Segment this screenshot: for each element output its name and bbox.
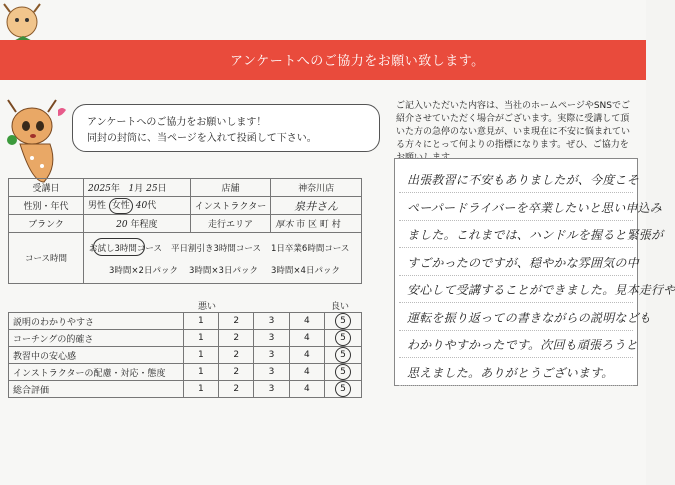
rating-cell [289,381,324,398]
female-option-selected: 女性 [109,198,133,214]
instructor-value: 泉井さん [271,197,362,215]
comment-line [399,328,638,358]
comment-text: 思えました。ありがとうございます。 [407,365,614,380]
comment-line [399,163,639,193]
comment-text: わかりやすかったです。次回も頑張ろうと [407,338,638,352]
rating-cell [183,313,218,330]
rating-cell [219,330,254,347]
rating-number: 2 [233,333,240,343]
rating-cell [183,330,218,347]
comment-text: 出張教習に不安もありましたが、今度こそ [407,173,639,187]
date-field [84,179,191,197]
store-value: 神奈川店 [271,179,362,197]
rating-selected-circle: 5 [335,381,351,397]
year-unit: 年 [110,184,120,194]
rating-cell [219,364,254,381]
day-value: 25 [146,184,158,194]
blank-field [84,215,191,233]
rating-row [9,330,362,347]
rating-cell [289,347,324,364]
rating-cell [254,364,289,381]
rating-question: 総合評価 [9,381,184,398]
area-units: 市 区 町 村 [296,220,341,230]
rating-question: コーチングの的確さ [9,330,184,347]
year-value: 2025 [88,184,111,194]
rating-number: 2 [233,316,240,326]
rating-cell [254,330,289,347]
rating-number: 4 [304,333,310,343]
rating-number: 1 [197,367,204,377]
rating-number: 1 [197,384,204,394]
blank-label: ブランク [9,215,84,233]
rating-selected-circle: 5 [335,313,351,329]
rating-selected-circle: 5 [335,347,351,363]
course-label: コース時間 [9,232,84,283]
rating-number: 4 [304,350,310,360]
rating-number: 3 [268,367,275,377]
rating-cell [254,381,289,398]
comment-box [394,158,675,386]
rating-cell [289,330,324,347]
rating-number: 3 [268,316,275,326]
rating-cell [219,347,254,364]
area-label: 走行エリア [190,215,271,233]
course-section: コース時間 お試し3時間コース 平日割引き3時間コース 1日卒業6時間コース 3時間×2日パック 3時間×3日パック 3時間×4日パック [8,232,362,284]
rating-cell [325,330,362,347]
rating-cell [325,364,362,381]
deer-mascot-icon [2,96,68,182]
rating-question: 説明のわかりやすさ [9,313,184,330]
header-banner [0,40,646,80]
rating-cell [289,313,324,330]
rating-cell [289,364,324,381]
rating-number: 2 [233,367,240,377]
rating-row [9,381,362,398]
bubble-line-2: 同封の封筒に、当ページを入れて投函して下さい。 [87,133,317,144]
date-label: 受講日 [9,179,84,197]
course-option-4day: 3時間×4日パック [271,266,340,276]
rating-number: 3 [268,350,275,360]
scale-good-label: 良い [331,302,350,312]
rating-cell [183,364,218,381]
store-label: 店舗 [190,179,271,197]
comment-text: すごかったのですが、穏やかな雰囲気の中 [407,255,639,270]
course-option-2day: 3時間×2日パック [109,266,178,276]
rating-number: 4 [304,384,310,394]
comment-line [399,246,639,276]
comment-text: ました。これまでは、ハンドルを握ると緊張が [407,228,664,242]
bubble-line-1: アンケートへのご協力をお願いします！ [87,117,267,128]
rating-number: 1 [197,316,204,326]
rating-cell [325,313,362,330]
comment-text: 運転を振り返っての書きながらの説明なども [407,310,652,325]
rating-number: 4 [304,367,310,377]
rating-selected-circle: 5 [335,330,351,346]
rating-cell [325,347,362,364]
rating-cell [254,347,289,364]
instruction-bubble [72,104,380,152]
course-option-one-day: 1日卒業6時間コース [271,244,350,254]
header-title: アンケートへのご協力をお願い致します。 [230,54,485,69]
course-option-weekday: 平日割引き3時間コース [171,244,261,254]
month-unit: 月 [134,184,144,194]
rating-number: 4 [304,316,310,326]
comment-text: 安心して受講することができました。見本走行や [407,283,675,297]
rating-cell [325,381,362,398]
rating-cell [183,347,218,364]
rating-selected-circle: 5 [335,364,351,380]
male-option: 男性 [88,200,107,211]
comment-line [399,273,675,303]
course-selected-circle [93,238,145,256]
rating-question: 教習中の安心感 [9,347,184,364]
rating-row [9,313,362,330]
area-value: 厚木 [275,220,294,230]
comment-text: ペーパードライバーを卒業したいと思い申込み [407,200,663,215]
rating-number: 3 [268,333,275,343]
rating-question: インストラクターの配慮・対応・態度 [9,364,184,381]
rating-cell [254,313,289,330]
comment-line [399,218,664,248]
rating-table [8,312,362,398]
month-value: 1 [128,184,135,194]
course-option-3day: 3時間×3日パック [189,266,258,276]
notice-text: ご記入いただいた内容は、当社のホームページやSNSでご紹介させていただく場合がございます。実際に受講して頂いた方の急停のない意見が、いま現在に不安に悩まれている方々にとって何よりの指標になります。ぜひ、ご協力を [396,101,631,150]
rating-number: 2 [233,384,240,394]
comment-line [399,356,633,386]
gender-age-label: 性別・年代 [9,197,84,215]
age-unit: 代 [147,200,157,211]
rating-number: 1 [197,333,204,343]
rating-row [9,347,362,364]
blank-unit: 年程度 [130,220,158,230]
rating-number: 3 [268,384,275,394]
blank-value: 20 [116,220,128,230]
rating-cell [219,381,254,398]
age-value: 40 [135,200,148,211]
rating-number: 1 [197,350,204,360]
gender-age-field [84,197,191,215]
area-field [271,215,362,233]
rating-cell [183,381,218,398]
rating-cell [219,313,254,330]
comment-line [399,301,652,331]
rating-row [9,364,362,381]
comment-line [399,191,663,221]
day-unit: 日 [157,184,167,194]
info-table [8,178,362,233]
instructor-label: インストラクター [190,197,271,215]
scale-bad-label: 悪い [198,302,217,312]
rating-number: 2 [233,350,240,360]
